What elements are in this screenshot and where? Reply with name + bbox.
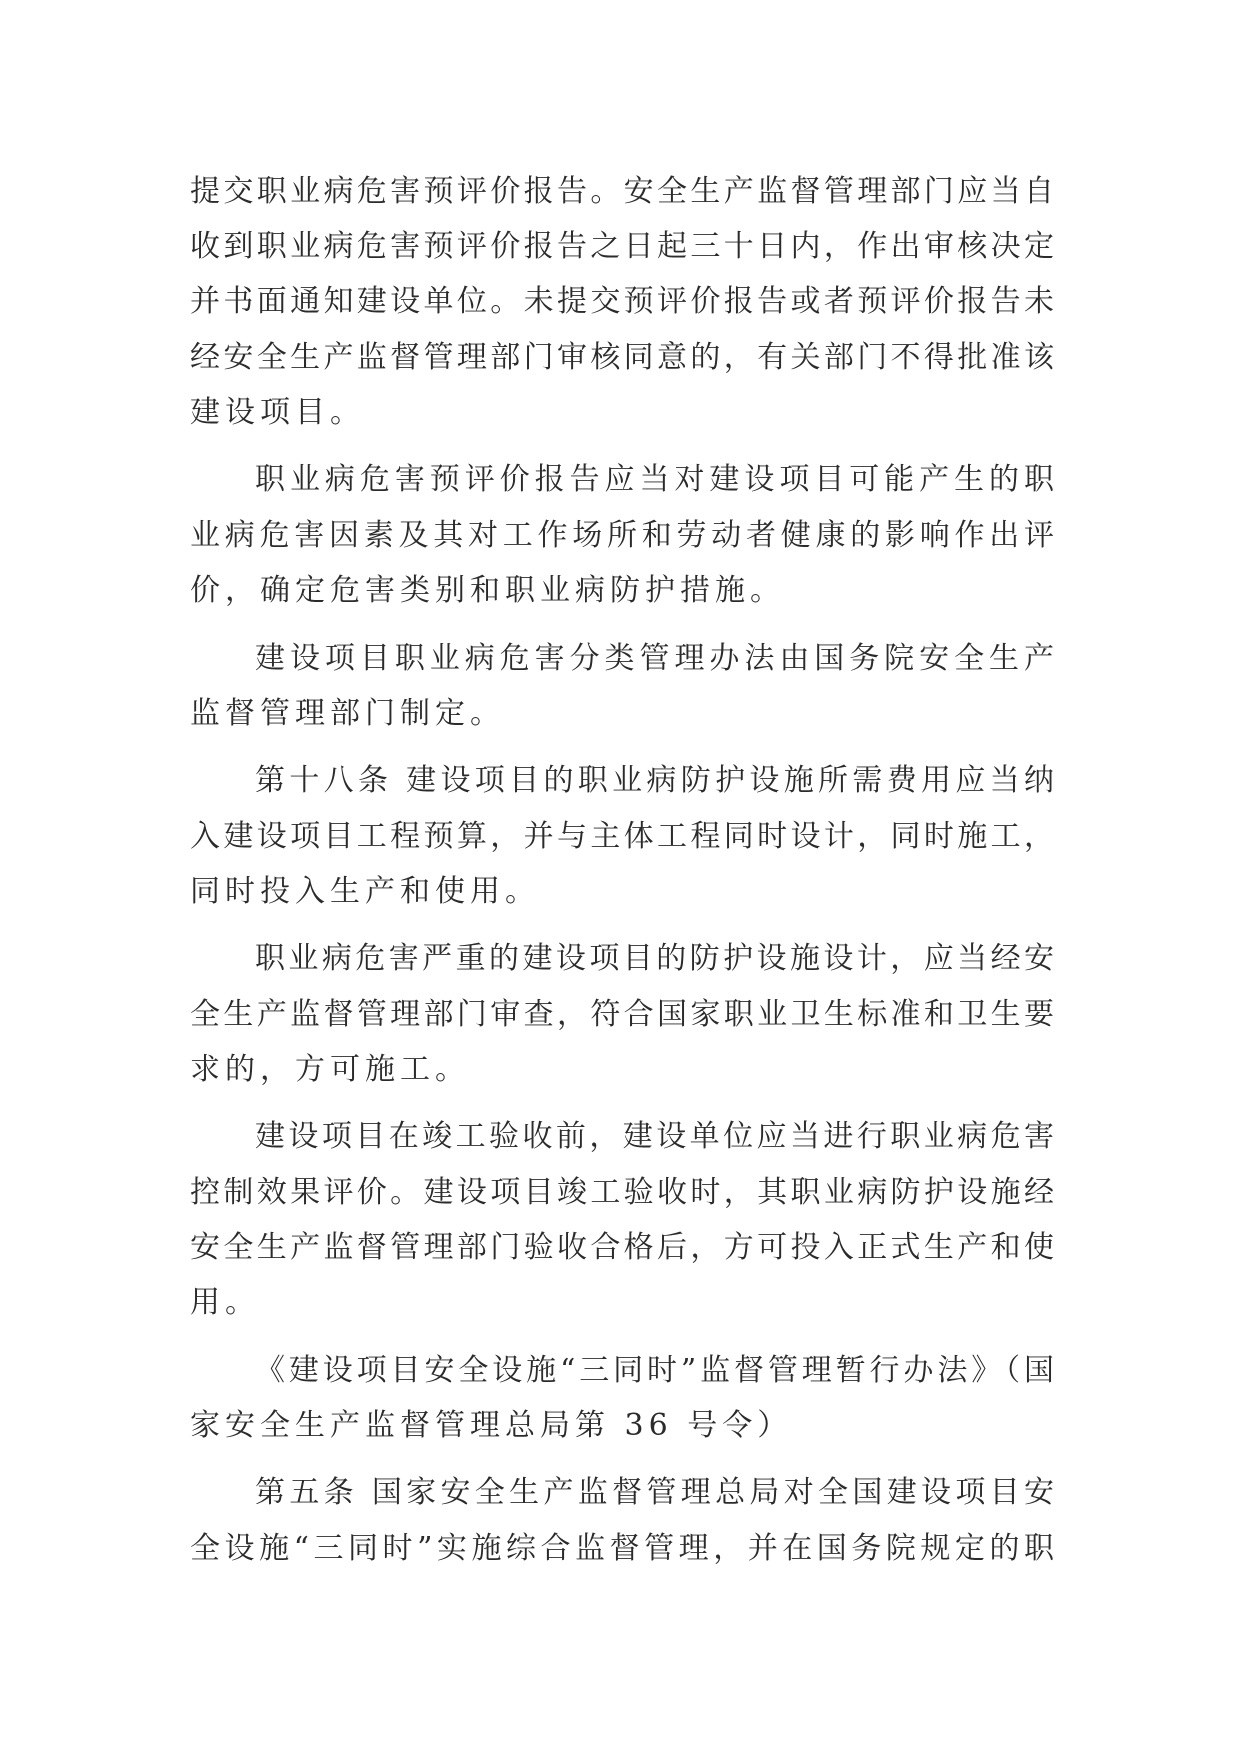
text-line: 职业病危害严重的建设项目的防护设施设计，应当经安 bbox=[255, 941, 1054, 976]
text-line: 建设项目在竣工验收前，建设单位应当进行职业病危害 bbox=[255, 1119, 1054, 1154]
text-line: 业病危害因素及其对工作场所和劳动者健康的影响作出评 bbox=[190, 518, 1054, 553]
text-line: 建设项目。 bbox=[190, 395, 365, 430]
text-line: 职业病危害预评价报告应当对建设项目可能产生的职 bbox=[255, 462, 1054, 497]
text-line: 经安全生产监督管理部门审核同意的，有关部门不得批准该 bbox=[190, 340, 1054, 375]
text-line: 安全生产监督管理部门验收合格后，方可投入正式生产和使 bbox=[190, 1230, 1054, 1265]
text-line: 求的，方可施工。 bbox=[190, 1052, 470, 1087]
text-line: 入建设项目工程预算，并与主体工程同时设计，同时施工， bbox=[190, 819, 1054, 854]
text-line: 控制效果评价。建设项目竣工验收时，其职业病防护设施经 bbox=[190, 1175, 1054, 1210]
text-line: 同时投入生产和使用。 bbox=[190, 874, 540, 909]
regulation-title-line: 《建设项目安全设施“三同时”监督管理暂行办法》（国 bbox=[255, 1353, 1054, 1388]
text-line: 价，确定危害类别和职业病防护措施。 bbox=[190, 573, 785, 608]
text-line: 全生产监督管理部门审查，符合国家职业卫生标准和卫生要 bbox=[190, 997, 1054, 1032]
text-line: 监督管理部门制定。 bbox=[190, 696, 505, 731]
regulation-title-line: 家安全生产监督管理总局第 36 号令） bbox=[190, 1408, 793, 1443]
text-line: 提交职业病危害预评价报告。安全生产监督管理部门应当自 bbox=[190, 174, 1054, 209]
text-line: 全设施“三同时”实施综合监督管理，并在国务院规定的职 bbox=[190, 1531, 1054, 1566]
text-line: 建设项目职业病危害分类管理办法由国务院安全生产 bbox=[255, 641, 1054, 676]
article-heading-line: 第五条 国家安全生产监督管理总局对全国建设项目安 bbox=[255, 1475, 1054, 1510]
text-line: 收到职业病危害预评价报告之日起三十日内，作出审核决定 bbox=[190, 229, 1054, 264]
article-heading-line: 第十八条 建设项目的职业病防护设施所需费用应当纳 bbox=[255, 763, 1054, 798]
text-line: 用。 bbox=[190, 1285, 260, 1320]
text-line: 并书面通知建设单位。未提交预评价报告或者预评价报告未 bbox=[190, 284, 1054, 319]
